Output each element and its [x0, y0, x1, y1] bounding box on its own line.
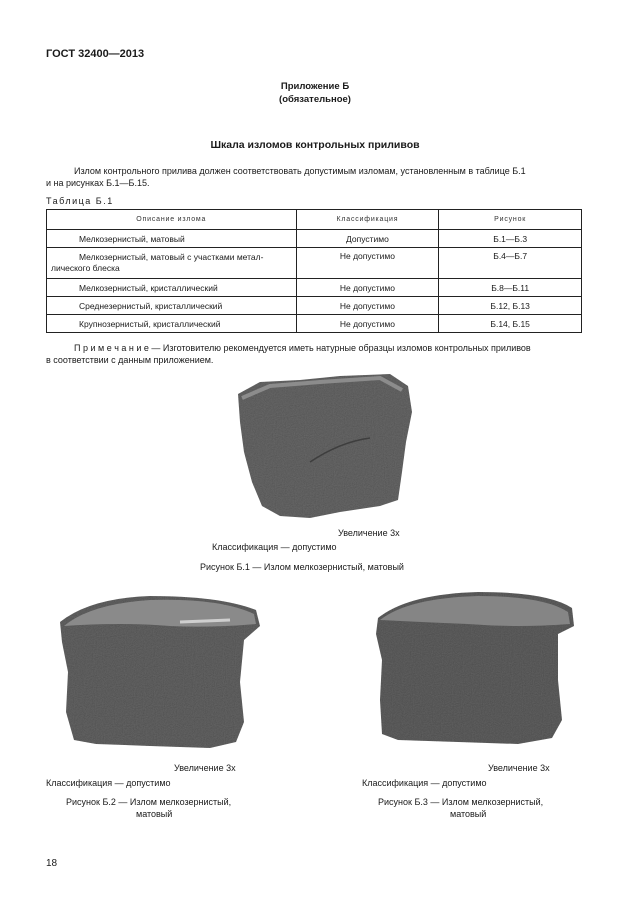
cell-description: Мелкозернистый, кристаллический — [47, 279, 297, 297]
table-row — [47, 297, 582, 315]
fig-b1-classification: Классификация — допустимо — [212, 542, 337, 552]
fig-b2-classification: Классификация — допустимо — [46, 778, 171, 788]
cell-description — [47, 248, 297, 279]
fig-b3-caption-line1: Рисунок Б.3 — Излом мелкозернистый, — [378, 797, 544, 807]
col-header-figure: Рисунок — [439, 210, 582, 230]
col-header-classification: Классификация — [296, 210, 439, 230]
col-header-description: Описание излома — [47, 210, 297, 230]
fig-b1-magnification: Увеличение 3х — [338, 528, 400, 538]
fig-b3-magnification: Увеличение 3х — [488, 763, 550, 773]
cell-figure: Б.1—Б.3 — [439, 230, 582, 248]
cell-classification: Не допустимо — [296, 248, 439, 279]
cell-description-line2: лического блеска — [51, 263, 120, 273]
appendix-title: Приложение Б — [280, 81, 350, 92]
table-row — [47, 230, 582, 248]
fracture-table — [46, 209, 582, 333]
intro-line-1: Излом контрольного прилива должен соответствовать допустимым изломам, установленным в таблице Б.1 — [74, 166, 526, 176]
table-header-row — [47, 210, 582, 230]
standard-header: ГОСТ 32400—2013 — [46, 48, 145, 60]
cell-figure: Б.12, Б.13 — [439, 297, 582, 315]
cell-figure: Б.8—Б.11 — [439, 279, 582, 297]
appendix-status: (обязательное) — [279, 94, 351, 105]
fig-b2-magnification: Увеличение 3х — [174, 763, 236, 773]
fig-b3-caption-line2: матовый — [450, 809, 487, 819]
note-line-1: П р и м е ч а н и е — Изготовителю рекомендуется иметь натурные образцы изломов контрольных приливов — [74, 343, 531, 353]
fig-b2-caption-line1: Рисунок Б.2 — Излом мелкозернистый, — [66, 797, 232, 807]
cell-classification: Не допустимо — [296, 279, 439, 297]
table-label: Таблица Б.1 — [46, 196, 114, 206]
cell-description: Среднезернистый, кристаллический — [47, 297, 297, 315]
fracture-photo-b2 — [50, 592, 262, 750]
section-title: Шкала изломов контрольных приливов — [210, 139, 420, 151]
table-row — [47, 279, 582, 297]
fracture-photo-b3 — [368, 590, 580, 748]
fig-b2-caption-line2: матовый — [136, 809, 173, 819]
cell-classification: Допустимо — [296, 230, 439, 248]
fracture-photo-b1 — [230, 372, 415, 522]
fig-b3-classification: Классификация — допустимо — [362, 778, 487, 788]
page-number: 18 — [46, 858, 58, 869]
fig-b1-caption: Рисунок Б.1 — Излом мелкозернистый, матовый — [200, 562, 404, 572]
cell-description: Крупнозернистый, кристаллический — [47, 315, 297, 333]
note-line-2: в соответствии с данным приложением. — [46, 355, 214, 365]
cell-figure: Б.4—Б.7 — [439, 248, 582, 279]
cell-description-line1: Мелкозернистый, матовый с участками метал- — [79, 252, 264, 262]
cell-classification: Не допустимо — [296, 297, 439, 315]
cell-figure: Б.14, Б.15 — [439, 315, 582, 333]
intro-line-2: и на рисунках Б.1—Б.15. — [46, 178, 150, 188]
cell-description: Мелкозернистый, матовый — [47, 230, 297, 248]
cell-classification: Не допустимо — [296, 315, 439, 333]
table-row — [47, 315, 582, 333]
table-row — [47, 248, 582, 279]
